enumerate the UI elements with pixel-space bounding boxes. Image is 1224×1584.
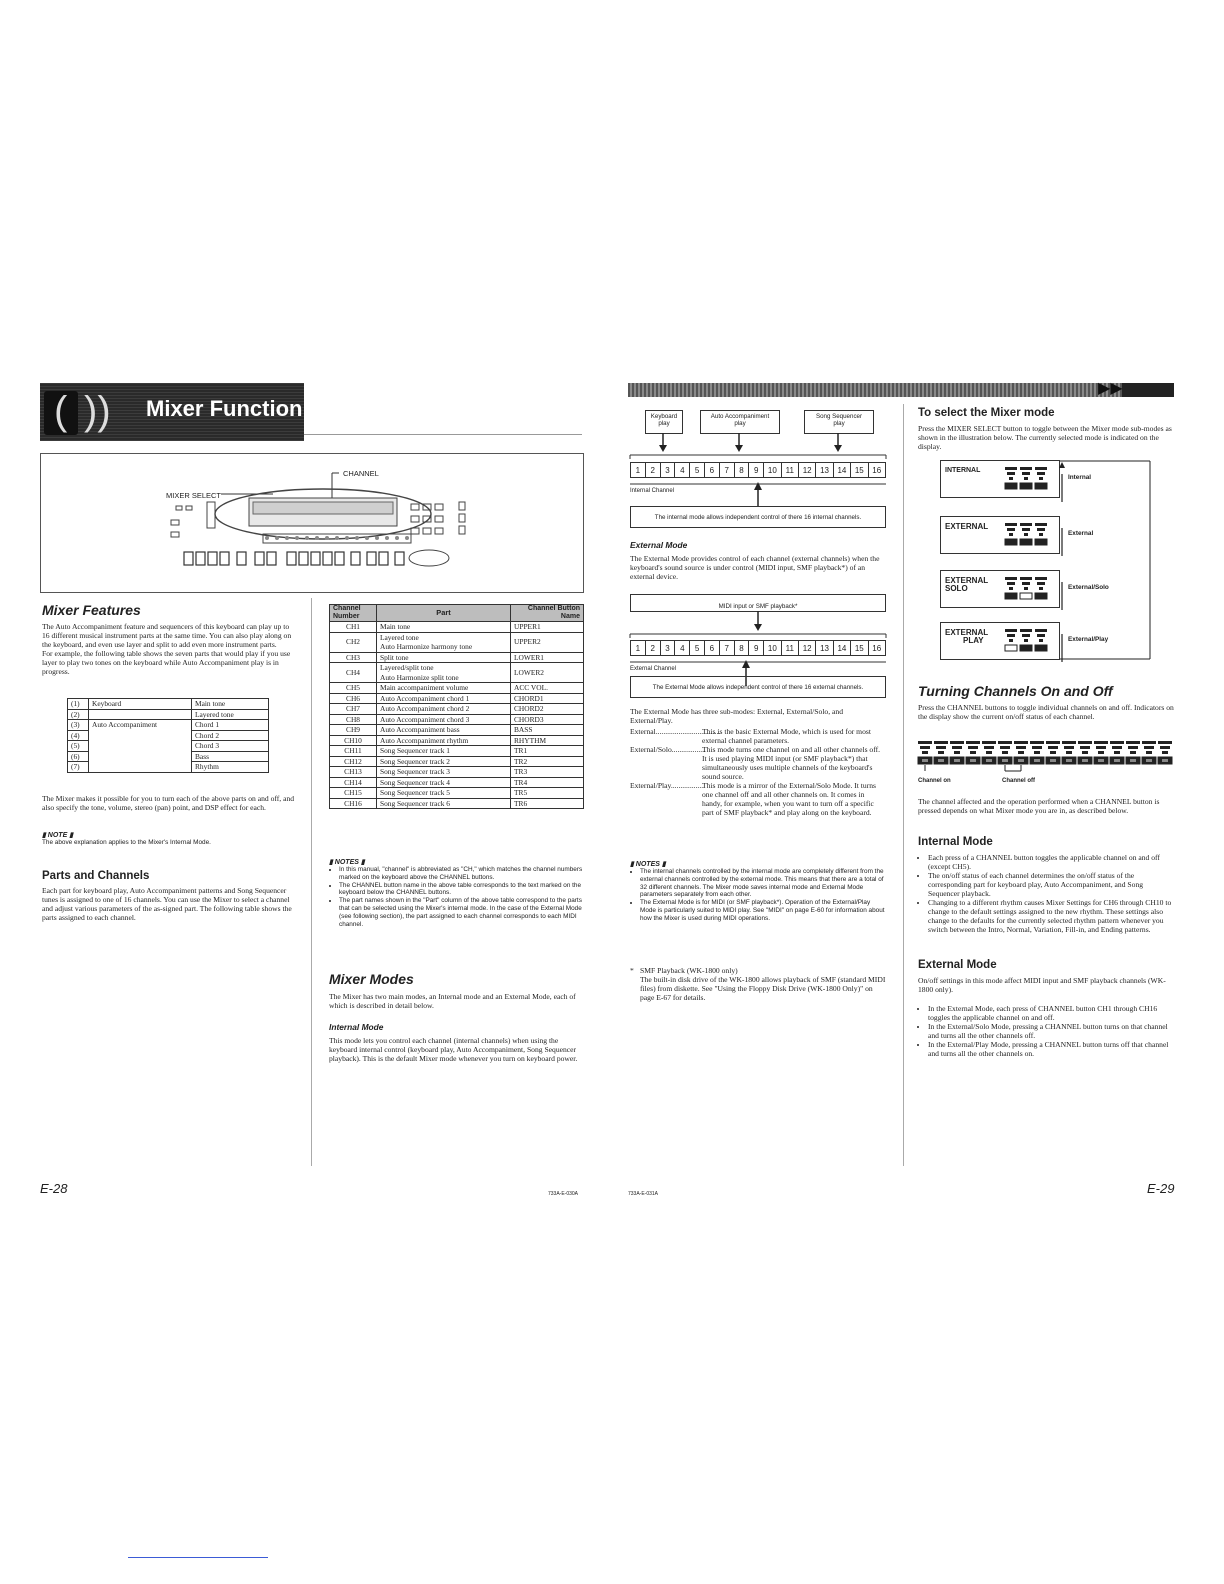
notes-right-title-wrap: ▮ NOTES ▮ <box>630 861 666 868</box>
button-name-cell: LOWER1 <box>511 652 584 663</box>
heading-mixer-modes: Mixer Modes <box>329 971 414 987</box>
mode-display-line1: EXTERNAL <box>945 522 989 531</box>
def-external-solo <box>630 745 886 781</box>
internal-channel-box: 10 <box>763 462 781 478</box>
page-title: Mixer Function <box>146 396 303 421</box>
external-channel-box: 12 <box>798 640 816 656</box>
part-cell <box>377 693 511 704</box>
mode-display-line1: EXTERNAL <box>945 576 989 585</box>
channel-table-header <box>330 605 584 622</box>
list-item: • In this manual, "channel" is abbreviated as "CH," which matches the channel numbers marked on the keyboard above the CHANNEL buttons. <box>339 866 584 882</box>
def-term: External/Solo.................. <box>630 745 706 754</box>
def-external <box>630 727 886 745</box>
doc-code-right: 733A-E-031A <box>628 1191 659 1197</box>
internal-caption <box>630 506 886 528</box>
heading-internal-mode-right: Internal Mode <box>918 836 993 848</box>
button-name-cell: TR4 <box>511 777 584 788</box>
heading-external-mode: External Mode <box>630 540 688 550</box>
mode-display-line1: INTERNAL <box>945 467 981 474</box>
part-line-2: Auto Harmonize harmony tone <box>380 642 473 651</box>
part-cell <box>377 777 511 788</box>
col-button-name: Channel Button Name <box>511 605 584 622</box>
mixer-features-para2: For example, the following table shows the seven parts that would play if you use layer to play two tones on the keyboard while Auto Accompaniment play is in progress. <box>42 649 291 676</box>
internal-channel-box: 5 <box>689 462 705 478</box>
internal-channel-box: 12 <box>798 462 816 478</box>
part-cell <box>377 788 511 799</box>
part-line: Layered tone <box>380 632 419 642</box>
table-row <box>330 704 584 715</box>
table-row <box>330 714 584 725</box>
parts-part: Rhythm <box>192 762 269 773</box>
internal-caption-text: The internal mode allows independent control of there 16 internal channels. <box>654 513 862 521</box>
list-item: • Each press of a CHANNEL button toggles the applicable channel on and off (except CH5). <box>928 853 1174 871</box>
table-row <box>330 767 584 778</box>
internal-channel-box: 8 <box>734 462 750 478</box>
channel-number-cell: CH6 <box>330 693 377 704</box>
internal-channel-box: 3 <box>660 462 676 478</box>
right-banner <box>628 383 1174 397</box>
source-song-label: Song Sequencer play <box>815 413 863 427</box>
source-keyboard-label: Keyboard play <box>650 413 678 427</box>
heading-external-mode-right: External Mode <box>918 959 997 971</box>
list-item: • In the External/Play Mode, pressing a CHANNEL button turns off that channel and turns all the other channels on. <box>928 1040 1174 1058</box>
heading-parts-channels: Parts and Channels <box>42 870 150 882</box>
external-caption <box>630 676 886 698</box>
parts-num: (2) <box>68 709 89 720</box>
label-channel-on: Channel on <box>918 778 951 784</box>
title-banner <box>40 383 304 441</box>
internal-channel-box: 7 <box>719 462 735 478</box>
list-item: • In the External Mode, each press of CHANNEL button CH1 through CH16 toggles the applicable channel on and off. <box>928 1004 1174 1022</box>
table-row <box>330 663 584 683</box>
internal-channel-box: 14 <box>833 462 851 478</box>
part-cell <box>377 735 511 746</box>
footnote-title: SMF Playback (WK-1800 only) <box>640 966 738 975</box>
part-line: Auto Accompaniment chord 1 <box>380 693 470 703</box>
external-channel-box: 8 <box>734 640 750 656</box>
internal-channel-box: 15 <box>850 462 868 478</box>
note-text: The above explanation applies to the Mixer's Internal Mode. <box>42 839 211 846</box>
mixer-features-text <box>42 622 297 676</box>
external-channel-label: External Channel <box>630 666 677 672</box>
parts-part: Chord 1 <box>192 720 269 731</box>
external-channel-box: 6 <box>704 640 720 656</box>
internal-mode-para: This mode lets you control each channel (internal channels) when using the keyboard internal control (keyboard play, Auto Accompaniment, Song Sequencer playback). This is the default Mixer mode whenever you turn on keyboard power. <box>329 1036 578 1063</box>
part-cell <box>377 652 511 663</box>
table-row <box>330 735 584 746</box>
right-page-divider <box>903 404 904 1166</box>
right-banner-end <box>1122 383 1174 397</box>
note-block <box>42 831 297 847</box>
table-row <box>330 632 584 652</box>
table-row <box>330 798 584 809</box>
mode-side-label: External <box>1068 530 1094 537</box>
mode-cycle-arrows <box>940 460 1160 660</box>
internal-channel-box: 2 <box>645 462 661 478</box>
footnote-text: The built-in disk drive of the WK-1800 allows playback of SMF (standard MIDI files) from diskette. See "Using the Floppy Disk Drive (WK-1800 Only)" on page E-67 for details. <box>640 975 886 1002</box>
external-channel-row <box>630 640 885 656</box>
banner-rule <box>304 434 582 435</box>
part-line: Song Sequencer track 6 <box>380 798 450 808</box>
notes-mid-title: NOTES <box>334 859 359 866</box>
keyboard-panel-drawing <box>41 454 583 592</box>
turning-para: Press the CHANNEL buttons to toggle individual channels on and off. Indicators on the display show the current on/off status of each channel. <box>918 703 1174 721</box>
def-text: This mode is a mirror of the External/Solo Mode. It turns one channel off and all other channels on. It comes in handy, for example, when you want to turn off a specific part of SMF playback* and play along on the keyboard. <box>702 781 876 817</box>
external-channel-box: 2 <box>645 640 661 656</box>
external-channel-box: 5 <box>689 640 705 656</box>
source-auto-label: Auto Accompaniment play <box>710 413 770 427</box>
table-row <box>330 693 584 704</box>
col-channel-number: Channel Number <box>330 605 377 622</box>
table-row <box>330 622 584 633</box>
external-channel-box: 10 <box>763 640 781 656</box>
def-term: External.................................. <box>630 727 721 736</box>
button-name-cell: TR6 <box>511 798 584 809</box>
channel-number-cell: CH12 <box>330 756 377 767</box>
part-cell <box>377 725 511 736</box>
button-name-cell: LOWER2 <box>511 663 584 683</box>
heading-select-mode: To select the Mixer mode <box>918 407 1055 419</box>
part-line: Main accompaniment volume <box>380 683 469 692</box>
channel-number-cell: CH11 <box>330 746 377 757</box>
page-number-left: E-28 <box>40 1181 68 1196</box>
part-line: Auto Accompaniment rhythm <box>380 735 469 745</box>
label-channel-off: Channel off <box>1002 778 1035 784</box>
button-name-cell: CHORD3 <box>511 714 584 725</box>
right-banner-arrows: ▶▶ <box>1098 380 1123 397</box>
part-cell <box>377 767 511 778</box>
heading-turning-channels: Turning Channels On and Off <box>918 683 1113 699</box>
parts-num: (1) <box>68 699 89 710</box>
external-channel-box: 11 <box>781 640 799 656</box>
parts-part: Chord 2 <box>192 730 269 741</box>
external-mode-right-para: On/off settings in this mode affect MIDI input and SMF playback channels (WK-1800 only). <box>918 976 1166 994</box>
channel-number-cell: CH10 <box>330 735 377 746</box>
button-name-cell: TR3 <box>511 767 584 778</box>
part-cell <box>377 756 511 767</box>
mode-cycle-diagram <box>940 460 1160 660</box>
keyboard-illustration-frame <box>40 453 584 593</box>
internal-channel-box: 11 <box>781 462 799 478</box>
mode-display-line2: SOLO <box>945 584 968 593</box>
parts-num: (4) <box>68 730 89 741</box>
button-name-cell: CHORD1 <box>511 693 584 704</box>
channel-label: CHANNEL <box>343 469 379 478</box>
channel-table <box>329 604 584 809</box>
def-text: This is the basic External Mode, which is used for most external channel parameters. <box>702 727 871 745</box>
turning-para2: The channel affected and the operation performed when a CHANNEL button is pressed depends on what Mixer mode you are in, as described below. <box>918 797 1160 815</box>
parts-group: Auto Accompaniment <box>89 720 192 773</box>
part-cell <box>377 798 511 809</box>
channel-number-cell: CH5 <box>330 683 377 694</box>
page-number-right: E-29 <box>1147 1181 1175 1196</box>
parts-part: Chord 3 <box>192 741 269 752</box>
internal-mode-list <box>918 853 1174 934</box>
parts-part: Main tone <box>192 699 269 710</box>
def-term: External/Play.................. <box>630 781 706 790</box>
page-divider <box>311 598 312 1166</box>
table-row <box>330 788 584 799</box>
external-caption-text: The External Mode allows independent control of there 16 external channels. <box>652 683 864 691</box>
part-cell <box>377 663 511 683</box>
notes-mid-block <box>329 858 584 928</box>
parts-group: Keyboard <box>89 699 192 710</box>
internal-diagram <box>630 408 886 536</box>
note-title: NOTE <box>47 832 68 839</box>
external-channel-box: 3 <box>660 640 676 656</box>
list-item: • The on/off status of each channel determines the on/off status of the corresponding part for keyboard play, Auto Accompaniment, and Song Sequencer playback. <box>928 871 1174 898</box>
parts-channels-para: Each part for keyboard play, Auto Accompaniment patterns and Song Sequencer tunes is assigned to one of 16 channels. You can use the Mixer to select a channel and adjust various parameters of the as-signed part. The following table shows the parts assigned to each channel. <box>42 886 292 922</box>
part-cell <box>377 622 511 633</box>
part-line: Auto Accompaniment chord 2 <box>380 704 470 713</box>
notes-right-list <box>630 868 886 923</box>
external-channel-box: 4 <box>674 640 690 656</box>
doc-code-left: 733A-E-030A <box>548 1191 579 1197</box>
mixer-select-label: MIXER SELECT <box>166 491 222 500</box>
part-line: Song Sequencer track 1 <box>380 746 450 755</box>
notes-mid-list <box>329 866 584 928</box>
mixer-modes-para: The Mixer has two main modes, an Internal mode and an External Mode, each of which is described in detail below. <box>329 992 576 1010</box>
internal-channel-box: 16 <box>868 462 886 478</box>
external-mode-para2: The External Mode has three sub-modes: External, External/Solo, and External/Play. <box>630 707 843 725</box>
list-item: • The part names shown in the "Part" column of the above table correspond to the parts that can be selected using the Mixer's internal mode. In the case of the External Mode (see following section), the part assigned to each channel corresponds to each MIDI channel. <box>339 897 584 928</box>
mode-side-label: External/Play <box>1068 636 1109 643</box>
button-name-cell: UPPER2 <box>511 632 584 652</box>
part-cell <box>377 746 511 757</box>
internal-channel-box: 4 <box>674 462 690 478</box>
channel-indicator-strip <box>918 741 1174 771</box>
external-channel-box: 1 <box>630 640 646 656</box>
button-name-cell: ACC VOL. <box>511 683 584 694</box>
table-row <box>68 720 269 731</box>
mode-side-label: External/Solo <box>1068 584 1109 591</box>
mode-display-line2: PLAY <box>963 636 984 645</box>
channel-number-cell: CH15 <box>330 788 377 799</box>
channel-number-cell: CH2 <box>330 632 377 652</box>
button-name-cell: TR5 <box>511 788 584 799</box>
list-item: • The internal channels controlled by the internal mode are completely different from the external channels controlled by the external mode. This means that there are a total of 32 different channels. The Mixer mode saves internal mode and External Mode parameters separately from each other. <box>640 868 886 899</box>
banner-paren-left: ( <box>54 389 68 433</box>
select-mode-para: Press the MIXER SELECT button to toggle between the Mixer mode sub-modes as shown in the illustration below. The currently selected mode is indicated on the display. <box>918 424 1172 451</box>
channel-number-cell: CH8 <box>330 714 377 725</box>
heading-mixer-features: Mixer Features <box>42 602 141 618</box>
notes-right-title: NOTES <box>635 861 660 868</box>
table-row <box>68 709 269 720</box>
internal-channel-box: 13 <box>815 462 833 478</box>
part-line: Song Sequencer track 2 <box>380 756 450 766</box>
parts-num: (6) <box>68 751 89 762</box>
def-text: This mode turns one channel on and all other channels off. It is used playing MIDI input (or SMF playback*) that simultaneously uses multiple channels of the keyboard's sound source. <box>702 745 881 781</box>
part-cell <box>377 704 511 715</box>
parts-table <box>67 698 269 773</box>
channel-number-cell: CH16 <box>330 798 377 809</box>
part-line: Song Sequencer track 3 <box>380 767 450 776</box>
table-row <box>330 652 584 663</box>
def-term-text: External <box>630 727 656 736</box>
channel-number-cell: CH14 <box>330 777 377 788</box>
parts-group <box>89 709 192 720</box>
button-name-cell: BASS <box>511 725 584 736</box>
table-row <box>330 746 584 757</box>
part-cell <box>377 683 511 694</box>
internal-channel-row <box>630 462 885 478</box>
col-part: Part <box>377 605 511 622</box>
part-line: Main tone <box>380 622 411 631</box>
note-title-wrap: ▮ NOTE ▮ <box>42 832 74 839</box>
parts-num: (5) <box>68 741 89 752</box>
banner-paren-right: )) <box>84 389 111 433</box>
internal-channel-box: 1 <box>630 462 646 478</box>
internal-channel-box: 6 <box>704 462 720 478</box>
notes-mid-title-wrap: ▮ NOTES ▮ <box>329 859 365 866</box>
external-diagram <box>630 592 886 696</box>
button-name-cell: TR2 <box>511 756 584 767</box>
part-line: Layered/split tone <box>380 663 434 672</box>
mixer-features-para1: The Auto Accompaniment feature and sequencers of this keyboard can play up to 16 different musical instrument parts at the same time. You can also play along on the keyboard, and even use layer and split to add even more instrument parts. <box>42 622 292 649</box>
part-line: Auto Accompaniment bass <box>380 725 460 734</box>
channel-number-cell: CH1 <box>330 622 377 633</box>
mixer-features-para3: The Mixer makes it possible for you to turn each of the above parts on and off, and also specify the tone, volume, stereo (pan) point, and DSP effect for each. <box>42 794 295 812</box>
bottom-rule <box>128 1557 268 1558</box>
button-name-cell: TR1 <box>511 746 584 757</box>
external-channel-box: 13 <box>815 640 833 656</box>
external-channel-box: 9 <box>748 640 764 656</box>
parts-part: Bass <box>192 751 269 762</box>
external-channel-box: 16 <box>868 640 886 656</box>
part-line: Song Sequencer track 4 <box>380 777 450 787</box>
def-term-text: External/Play <box>630 781 671 790</box>
def-external-play <box>630 781 886 817</box>
part-line-2: Auto Harmonize split tone <box>380 672 459 682</box>
mode-display-line1: EXTERNAL <box>945 628 989 637</box>
footnote-body <box>640 966 886 1002</box>
external-mode-list <box>918 1004 1174 1058</box>
channel-number-cell: CH3 <box>330 652 377 663</box>
button-name-cell: UPPER1 <box>511 622 584 633</box>
external-defs <box>630 727 886 817</box>
list-item: • The CHANNEL button name in the above table corresponds to the text marked on the keyboard below the CHANNEL buttons. <box>339 882 584 898</box>
table-row <box>330 756 584 767</box>
button-name-cell: RHYTHM <box>511 735 584 746</box>
source-midi-label: MIDI input or SMF playback* <box>718 603 798 610</box>
channel-number-cell: CH9 <box>330 725 377 736</box>
parts-num: (3) <box>68 720 89 731</box>
mode-side-label: Internal <box>1068 474 1092 481</box>
smf-footnote <box>630 966 886 1002</box>
internal-channel-box: 9 <box>748 462 764 478</box>
part-line: Split tone <box>380 652 409 662</box>
table-row <box>68 699 269 710</box>
list-item: • In the External/Solo Mode, pressing a CHANNEL button turns on that channel and turns all the other channels off. <box>928 1022 1174 1040</box>
table-row <box>330 777 584 788</box>
parts-part: Layered tone <box>192 709 269 720</box>
parts-num: (7) <box>68 762 89 773</box>
footnote-star: * <box>630 966 634 975</box>
part-cell <box>377 714 511 725</box>
notes-right-block <box>630 860 886 923</box>
external-channel-box: 14 <box>833 640 851 656</box>
external-channel-box: 7 <box>719 640 735 656</box>
channel-number-cell: CH4 <box>330 663 377 683</box>
channel-number-cell: CH13 <box>330 767 377 778</box>
button-name-cell: CHORD2 <box>511 704 584 715</box>
list-item: • The External Mode is for MIDI (or SMF playback*). Operation of the External/Play Mode is particularly suited to MIDI play. See "MIDI" on page E-60 for information about how the Mixer is used during MIDI operations. <box>640 899 886 922</box>
def-term-text: External/Solo <box>630 745 672 754</box>
part-cell <box>377 632 511 652</box>
list-item: • Changing to a different rhythm causes Mixer Settings for CH6 through CH10 to change to the default settings assigned to the new rhythm. These settings also change to the defaults for the currently selected rhythm pattern whenever you switch between the Intro, Normal, Variation, Fill-in, and Ending patterns. <box>928 898 1174 934</box>
part-line: Song Sequencer track 5 <box>380 788 450 797</box>
table-row <box>330 683 584 694</box>
internal-channel-label: Internal Channel <box>630 488 675 494</box>
table-row <box>330 725 584 736</box>
external-channel-box: 15 <box>850 640 868 656</box>
channel-number-cell: CH7 <box>330 704 377 715</box>
heading-internal-mode: Internal Mode <box>329 1022 384 1032</box>
part-line: Auto Accompaniment chord 3 <box>380 714 470 724</box>
external-mode-para: The External Mode provides control of each channel (external channels) when the keyboard's sound source is under control (MIDI input, SMF playback*) of an external device. <box>630 554 880 581</box>
